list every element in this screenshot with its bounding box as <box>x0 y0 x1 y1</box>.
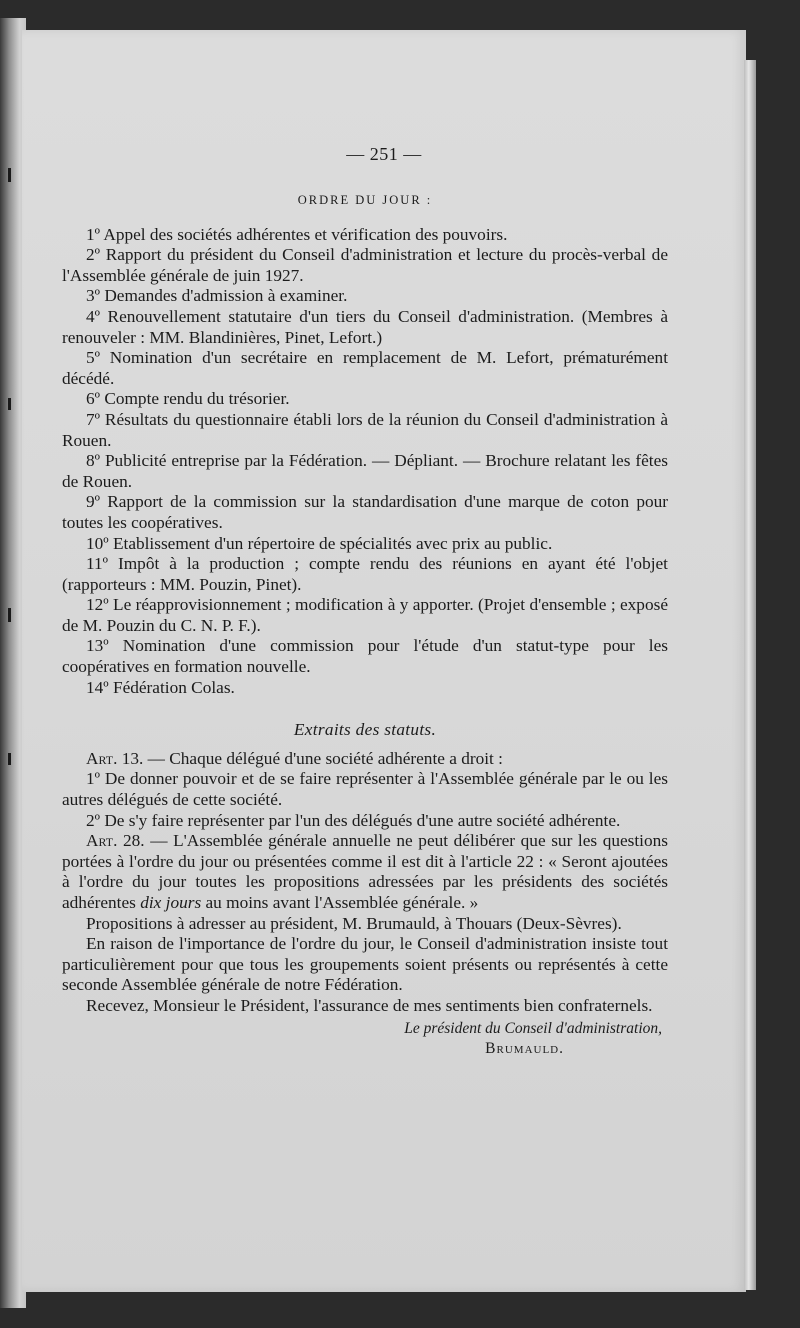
article-28-emphasis: dix jours <box>140 893 202 912</box>
agenda-item: 3º Demandes d'admission à examiner. <box>86 286 348 306</box>
agenda-item: 8º Publicité entreprise par la Fédération. — Dépliant. — Brochure relatant les fêtes de Rouen. <box>62 451 668 491</box>
article-13-item: 1º De donner pouvoir et de se faire représenter à l'Assemblée générale par le ou les autres délégués de cette société. <box>62 769 668 810</box>
page-number: — 251 — <box>346 144 422 164</box>
agenda-item: 6º Compte rendu du trésorier. <box>86 389 290 409</box>
agenda-item: 9º Rapport de la commission sur la standardisation d'une marque de coton pour toutes les coopératives. <box>62 492 668 532</box>
signature-block <box>62 1019 668 1059</box>
extracts-title: Extraits des statuts. <box>293 720 437 740</box>
agenda-item: 10º Etablissement d'un répertoire de spécialités avec prix au public. <box>86 533 553 553</box>
article-13-item: 2º De s'y faire représenter par l'un des délégués d'une autre société adhérente. <box>86 810 621 830</box>
article-28-text: — L'Assemblée générale annuelle ne peut délibérer que sur les questions portées à l'ordre du jour ou présentées comme il est dit à l'article 22 : « Seront ajoutées à l'ordre du jour toutes les propositions adressées par les présidents des sociétés adhérentes <box>62 831 668 912</box>
agenda-item: 11º Impôt à la production ; compte rendu des réunions en ayant été l'objet (rapporteurs : MM. Pouzin, Pinet). <box>62 554 668 594</box>
signature-name: Brumauld. <box>485 1039 564 1057</box>
signature-title: Le président du Conseil d'administration, <box>404 1019 662 1037</box>
importance-paragraph: En raison de l'importance de l'ordre du jour, le Conseil d'administration insiste tout particulièrement pour que tous les groupements soient présents ou représentés à cette seconde Assemblée générale de notre Fédération. <box>62 934 668 995</box>
article-13-text: — Chaque délégué d'une société adhérente a droit : <box>143 748 503 768</box>
article-28-text-end: au moins avant l'Assemblée générale. » <box>201 893 479 912</box>
agenda-list <box>62 225 668 699</box>
agenda-item: 14º Fédération Colas. <box>86 677 235 697</box>
article-28-label: Art. 28. <box>86 831 145 851</box>
agenda-item: 2º Rapport du président du Conseil d'administration et lecture du procès-verbal de l'Assemblée générale de juin 1927. <box>62 245 668 285</box>
article-28 <box>62 831 668 913</box>
binding-mark <box>8 398 11 410</box>
article-13-label: Art. 13. <box>86 748 144 768</box>
agenda-item: 7º Résultats du questionnaire établi lors de la réunion du Conseil d'administration à Rouen. <box>62 409 668 450</box>
agenda-heading: ORDRE DU JOUR : <box>297 193 433 207</box>
proposals-paragraph: Propositions à adresser au président, M. Brumauld, à Thouars (Deux-Sèvres). <box>86 913 622 933</box>
binding-mark <box>8 168 11 182</box>
article-13-intro <box>62 749 668 770</box>
agenda-item: 13º Nomination d'une commission pour l'étude d'un statut-type pour les coopératives en formation nouvelle. <box>62 636 668 677</box>
agenda-item: 12º Le réapprovisionnement ; modification à y apporter. (Projet d'ensemble ; exposé de M. Pouzin du C. N. P. F.). <box>62 595 668 635</box>
binding-mark <box>8 753 11 765</box>
agenda-item: 4º Renouvellement statutaire d'un tiers du Conseil d'administration. (Membres à renouveler : MM. Blandinières, Pinet, Lefort.) <box>62 306 668 347</box>
page-content <box>62 116 668 1059</box>
agenda-item: 5º Nomination d'un secrétaire en remplacement de M. Lefort, prématurément décédé. <box>62 348 668 388</box>
document-page <box>22 30 746 1292</box>
closing-paragraph: Recevez, Monsieur le Président, l'assurance de mes sentiments bien confraternels. <box>86 995 653 1015</box>
agenda-item: 1º Appel des sociétés adhérentes et vérification des pouvoirs. <box>86 224 508 244</box>
page-stack-edge <box>744 60 756 1290</box>
binding-mark <box>8 608 11 622</box>
